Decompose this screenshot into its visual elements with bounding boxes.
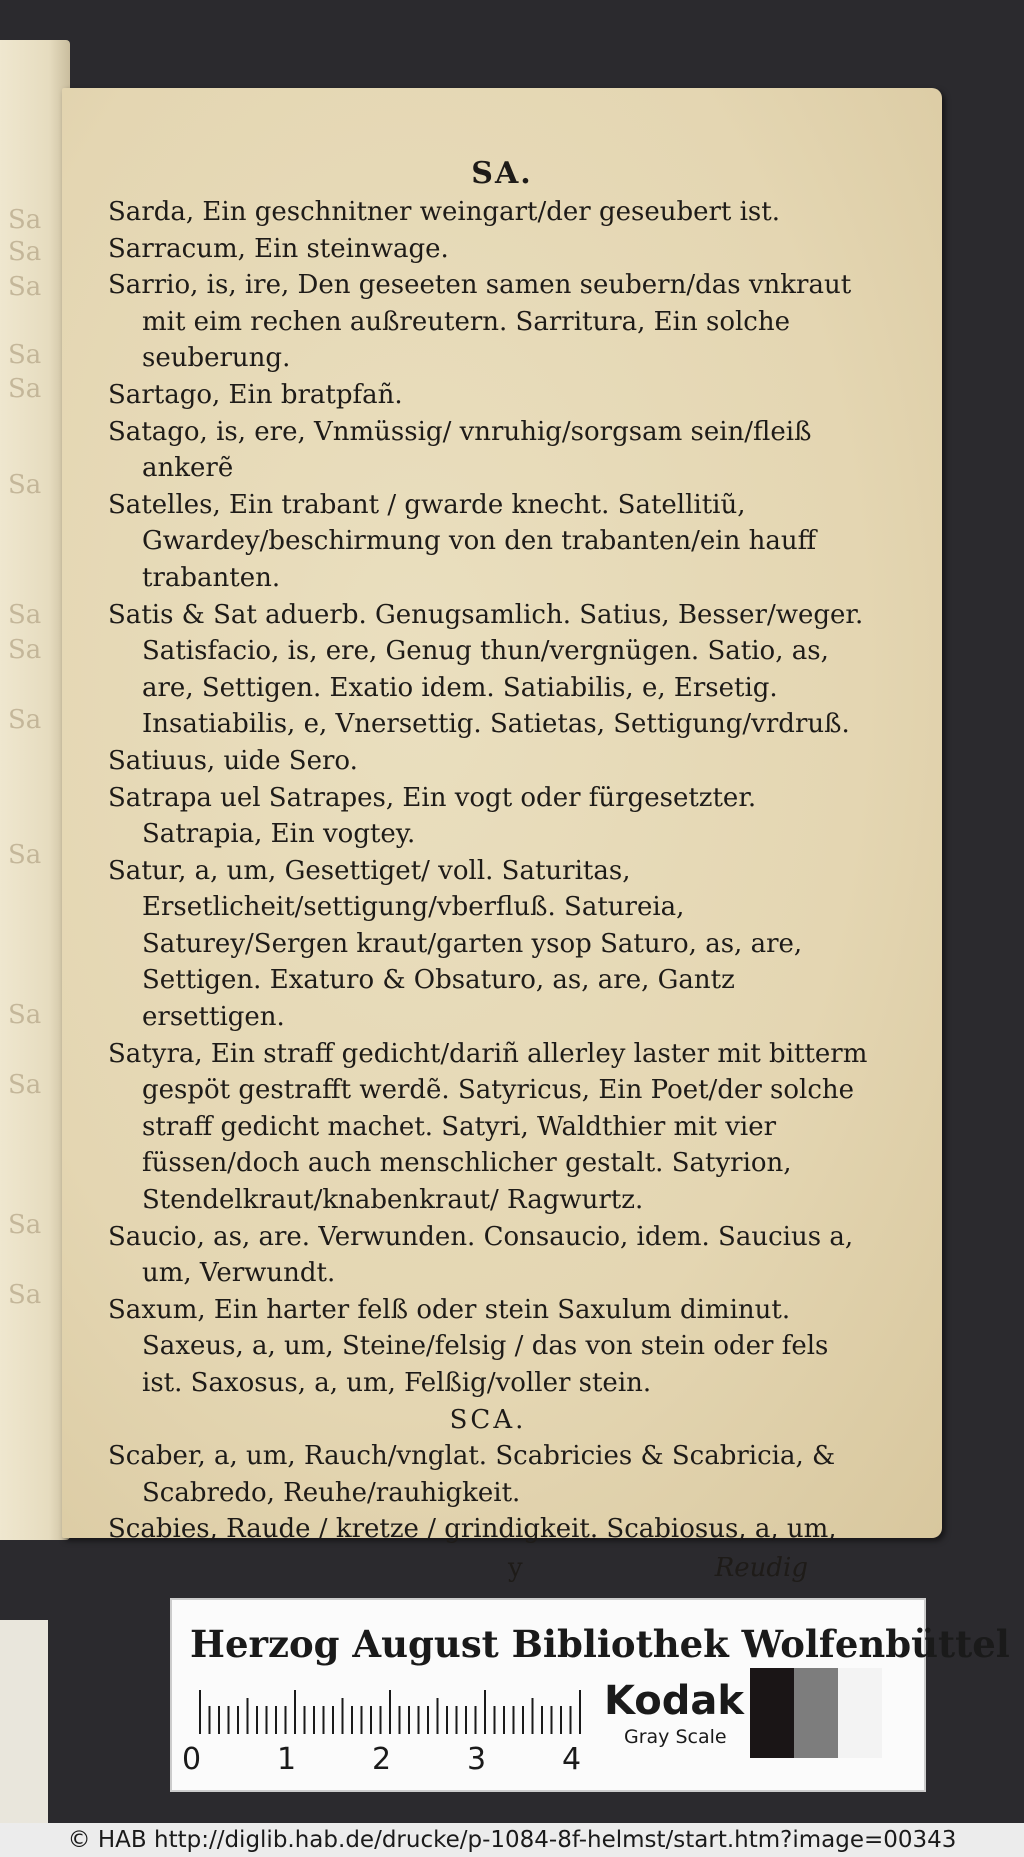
image-caption: © HAB http://diglib.hab.de/drucke/p-1084-8f-helmst/start.htm?image=00343 (0, 1823, 1024, 1857)
facing-page-fragment: Sa (8, 205, 42, 235)
ruler-number: 4 (562, 1742, 582, 1777)
ruler-number: 0 (182, 1742, 202, 1777)
kodak-logo: Kodak (604, 1678, 744, 1724)
facing-page-fragment: Sa (8, 1280, 42, 1310)
gray-scale-label: Gray Scale (624, 1726, 727, 1748)
facing-page-fragment: Sa (8, 600, 42, 630)
page-footer (108, 1548, 868, 1588)
dictionary-entry: Satiuus, uide Sero. (108, 745, 358, 776)
gray-swatch-mid (794, 1668, 838, 1758)
dictionary-entry: Sarrio, is, ire, Den geseeten samen seubern/das vnkraut mit eim rechen außreutern. Sarritura, Ein solche seuberung. (108, 270, 852, 374)
ruler-number: 3 (467, 1742, 487, 1777)
dictionary-entry: Saxum, Ein harter felß oder stein Saxulum diminut. Saxeus, a, um, Steine/felsig / das von stein oder fels ist. Saxosus, a, um, Felßig/voller stein. (108, 1294, 829, 1398)
facing-page-edge (0, 40, 70, 1540)
page-heading: SA. (471, 156, 533, 191)
facing-page-fragment: Sa (8, 1210, 42, 1240)
dictionary-entry: Sarracum, Ein steinwage. (108, 233, 449, 264)
facing-page-fragment: Sa (8, 1000, 42, 1030)
dictionary-entry: Sarda, Ein geschnitner weingart/der geseubert ist. (108, 197, 780, 227)
dictionary-entry: Satur, a, um, Gesettiget/ voll. Saturitas, Ersetlicheit/settigung/vberfluß. Satureia, Saturey/Sergen kraut/garten ysop Saturo, as, are, Settigen. Exaturo & Obsaturo, as, are, Gantz ersettigen. (108, 855, 803, 1033)
facing-page-fragment: Sa (8, 340, 42, 370)
facing-page-fragment: Sa (8, 705, 42, 735)
dictionary-entry: Satrapa uel Satrapes, Ein vogt oder fürgesetzter. Satrapia, Ein vogtey. (108, 782, 757, 850)
library-name: Herzog August Bibliothek Wolfenbüttel (190, 1622, 1010, 1666)
section-heading: SCA. (449, 1404, 527, 1435)
facing-page-fragment: Sa (8, 237, 42, 267)
ruler-numbers (182, 1742, 642, 1782)
gray-swatch-dark (750, 1668, 794, 1758)
facing-page-fragment: Sa (8, 635, 42, 665)
dictionary-entry: Satis & Sat aduerb. Genugsamlich. Satius, Besser/weger. Satisfacio, is, ere, Genug thun/vergnügen. Satio, as, are, Settigen. Exatio idem. Satiabilis, e, Ersetig. Insatiabilis, e, Vnersettig. Satietas, Settigung/vrdruß. (108, 599, 864, 740)
facing-page-fragment: Sa (8, 272, 42, 302)
dictionary-entry: Satyra, Ein straff gedicht/dariñ allerley laster mit bitterm gespöt gestrafft werdẽ. Satyricus, Ein Poet/der solche straff gedicht machet. Satyri, Waldthier mit vier füssen/doch auch menschlicher gestalt. Satyrion, Stendelkraut/knabenkraut/ Ragwurtz. (108, 1038, 868, 1216)
dictionary-entry: Scaber, a, um, Rauch/vnglat. Scabricies & Scabricia, & Scabredo, Reuhe/rauhigkeit. (108, 1441, 836, 1508)
facing-page-strip (0, 1620, 48, 1830)
facing-page-fragment: Sa (8, 374, 42, 404)
ruler-number: 1 (277, 1742, 297, 1777)
dictionary-entry: Satago, is, ere, Vnmüssig/ vnruhig/sorgsam sein/fleiß ankerẽ (108, 416, 812, 484)
dictionary-entry: Saucio, as, are. Verwunden. Consaucio, idem. Saucius a, um, Verwundt. (108, 1221, 854, 1289)
dictionary-entry: Satelles, Ein trabant / gwarde knecht. Satellitiũ, Gwardey/beschirmung von den trabanten/ein hauff trabanten. (108, 489, 817, 593)
gray-swatch-light (838, 1668, 882, 1758)
signature-mark: y (508, 1552, 523, 1583)
dictionary-entry: Scabies, Raude / kretze / grindigkeit. Scabiosus, a, um, (108, 1514, 837, 1545)
dictionary-entry: Sartago, Ein bratpfañ. (108, 379, 403, 410)
facing-page-fragment: Sa (8, 1070, 42, 1100)
dictionary-entries (108, 194, 868, 1588)
catchword: Reudig (714, 1552, 808, 1583)
facing-page-fragment: Sa (8, 470, 42, 500)
ruler-number: 2 (372, 1742, 392, 1777)
facing-page-fragment: Sa (8, 840, 42, 870)
color-calibration-target (170, 1598, 1010, 1792)
book-page (62, 88, 942, 1583)
ruler-icon (192, 1688, 622, 1738)
